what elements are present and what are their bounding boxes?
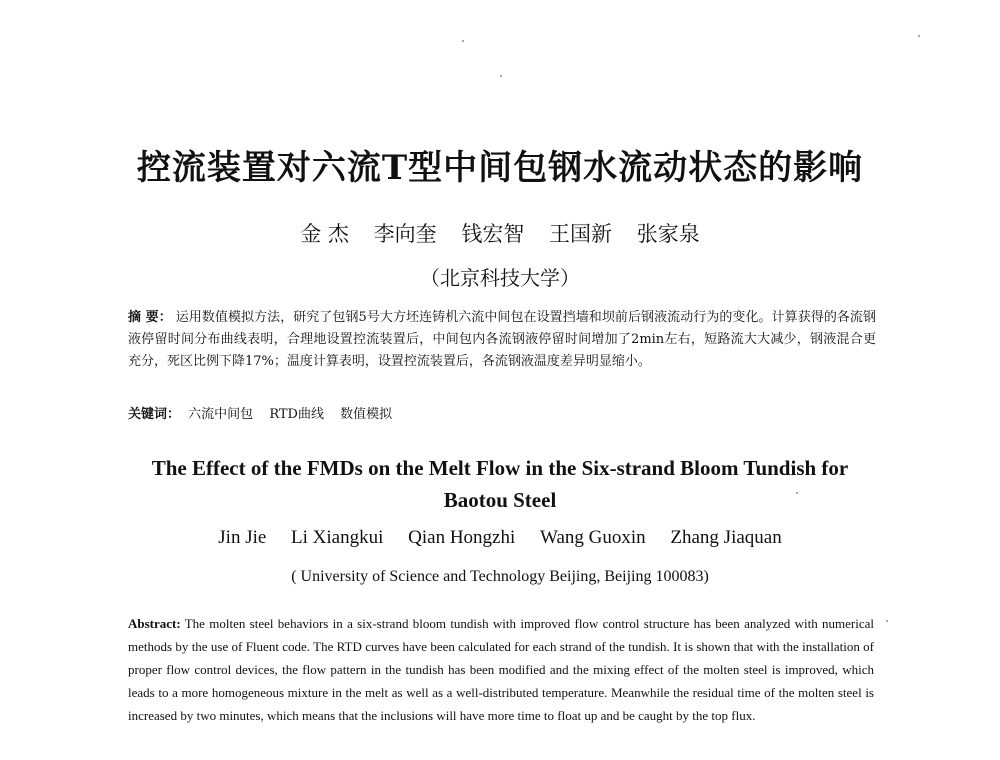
scan-speck — [500, 75, 502, 77]
chinese-abstract — [128, 307, 876, 373]
chinese-abstract-text: 运用数值模拟方法，研究了包钢5号大方坯连铸机六流中间包在设置挡墙和坝前后钢液流动行为的变化。计算获得的各流钢液停留时间分布曲线表明，合理地设置控流装置后，中间包内各流钢液停留时间增加了2min左右，短路流大大减少，钢液混合更充分，死区比例下降17%；温度计算表明，设置控流装置后，各流钢液温度差异明显缩小。 — [128, 310, 876, 369]
scan-speck — [918, 35, 920, 37]
english-abstract — [128, 612, 874, 727]
author-name: 李向奎 — [373, 222, 437, 246]
keywords-label: 关键词： — [128, 407, 181, 422]
author-name: Li Xiangkui — [291, 527, 384, 548]
scan-speck — [886, 620, 888, 622]
chinese-keywords — [128, 404, 876, 426]
chinese-affiliation: （北京科技大学） — [420, 266, 580, 290]
english-abstract-text: The molten steel behaviors in a six-strand bloom tundish with improved flow control structure has been analyzed with numerical methods by the use of Fluent code. The RTD curves have been calculated for each strand of the tundish. It is shown that with the installation of proper flow control devices, the flow pattern in the tundish has been modified and the mixing effect of the molten steel is improved, which leads to a more homogeneous mixture in the melt as well as a well-distributed temperature. Meanwhile the residual time of the molten steel is increased by two minutes, which means that the inclusions will have more time to float up and be caught by the top flux. — [128, 616, 874, 723]
author-name: 张家泉 — [636, 222, 700, 246]
chinese-title: 控流装置对六流T型中间包钢水流动状态的影响 — [136, 148, 864, 188]
author-name: 钱宏智 — [461, 222, 525, 246]
keyword: 数值模拟 — [340, 407, 393, 422]
author-name: Zhang Jiaquan — [670, 527, 782, 548]
author-name: 王国新 — [549, 222, 613, 246]
author-name: Wang Guoxin — [540, 527, 646, 548]
english-title: The Effect of the FMDs on the Melt Flow in the Six-strand Bloom Tundish for Baotou Steel — [151, 456, 849, 512]
author-name: Jin Jie — [218, 527, 267, 548]
english-abstract-label: Abstract: — [128, 616, 181, 631]
chinese-authors — [0, 218, 1000, 248]
keyword: RTD曲线 — [269, 407, 324, 422]
english-affiliation: ( University of Science and Technology Beijing, Beijing 100083) — [291, 568, 709, 585]
scan-speck — [462, 40, 464, 42]
keyword: 六流中间包 — [188, 407, 254, 422]
chinese-abstract-label: 摘 要： — [128, 310, 172, 325]
english-authors — [0, 527, 1000, 549]
author-name: 金 杰 — [300, 222, 349, 246]
author-name: Qian Hongzhi — [408, 527, 516, 548]
